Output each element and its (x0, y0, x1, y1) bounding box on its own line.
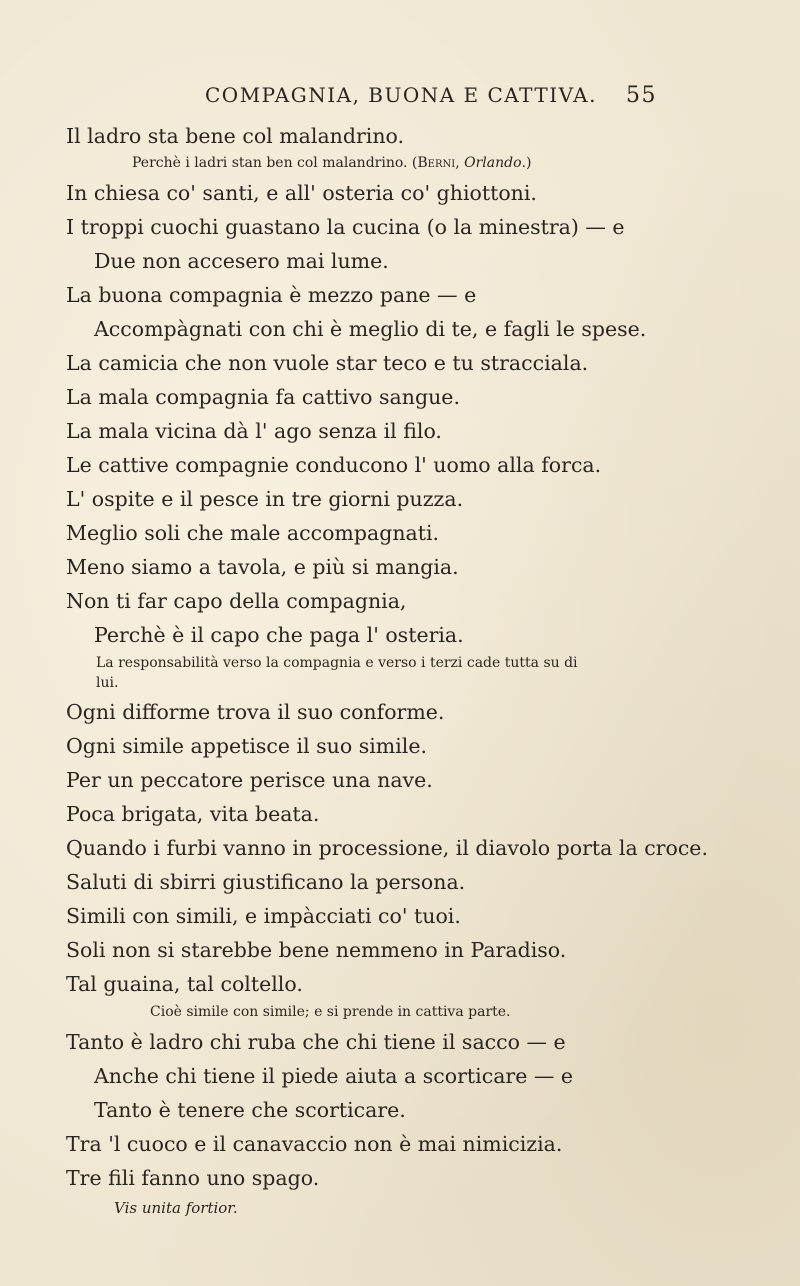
proverb-line: Tanto è ladro chi ruba che chi tiene il sacco — e (66, 1030, 566, 1054)
footnote-separator: , (455, 155, 465, 171)
proverb-line: I troppi cuochi guastano la cucina (o la minestra) — e (66, 215, 625, 239)
proverb-line-continued: Tanto è tenere che scorticare. (94, 1098, 406, 1122)
footnote-latin: Vis unita fortior. (114, 1199, 238, 1217)
proverb-line: Il ladro sta bene col malandrino. (66, 124, 405, 148)
proverb-line: La mala compagnia fa cattivo sangue. (66, 385, 460, 409)
chapter-title: COMPAGNIA, BUONA E CATTIVA. (205, 83, 597, 107)
proverb-line-continued: Anche chi tiene il piede aiuta a scorticare — e (94, 1064, 574, 1088)
proverb-line-continued: Perchè è il capo che paga l' osteria. (94, 623, 464, 647)
proverb-line: Le cattive compagnie conducono l' uomo alla forca. (66, 453, 602, 477)
proverb-line: Soli non si starebbe bene nemmeno in Paradiso. (66, 938, 567, 962)
footnote-author: Berni (417, 155, 456, 171)
proverb-line: Ogni simile appetisce il suo simile. (66, 734, 428, 758)
proverb-line: La camicia che non vuole star teco e tu stracciala. (66, 351, 589, 375)
running-header (0, 83, 800, 113)
proverb-line: Saluti di sbirri giustificano la persona. (66, 870, 466, 894)
proverb-line: L' ospite e il pesce in tre giorni puzza. (66, 487, 464, 511)
footnote: Cioè simile con simile; e si prende in cattiva parte. (150, 1004, 511, 1020)
proverb-line-continued: Accompàgnati con chi è meglio di te, e fagli le spese. (94, 317, 647, 341)
footnote (66, 150, 776, 176)
page-number: 55 (626, 83, 657, 108)
proverb-line-continued: Due non accesero mai lume. (94, 249, 389, 273)
footnote-end: .) (521, 155, 532, 171)
proverb-line: Ogni difforme trova il suo conforme. (66, 700, 445, 724)
footnote-work: Orlando (464, 155, 522, 171)
proverb-line: Poca brigata, vita beata. (66, 802, 320, 826)
proverb-line: Tal guaina, tal coltello. (66, 972, 303, 996)
proverb-line: La mala vicina dà l' ago senza il filo. (66, 419, 442, 443)
proverb-line: Quando i furbi vanno in processione, il diavolo porta la croce. (66, 836, 708, 860)
footnote-text: Perchè i ladri stan ben col malandrino. ( (132, 155, 418, 171)
proverb-line: Non ti far capo della compagnia, (66, 589, 407, 613)
proverb-line: Meno siamo a tavola, e più si mangia. (66, 555, 459, 579)
proverb-line: Tra 'l cuoco e il canavaccio non è mai nimicizia. (66, 1132, 563, 1156)
proverb-line: La buona compagnia è mezzo pane — e (66, 283, 477, 307)
footnote: La responsabilità verso la compagnia e verso i terzi cade tutta su di (96, 655, 578, 671)
proverb-line: Meglio soli che male accompagnati. (66, 521, 440, 545)
proverb-line: In chiesa co' santi, e all' osteria co' ghiottoni. (66, 181, 537, 205)
proverb-line: Simili con simili, e impàcciati co' tuoi. (66, 904, 461, 928)
proverb-line: Tre fili fanno uno spago. (66, 1166, 320, 1190)
proverb-list (66, 119, 776, 1225)
footnote-continued: lui. (96, 675, 119, 691)
proverb-line: Per un peccatore perisce una nave. (66, 768, 433, 792)
